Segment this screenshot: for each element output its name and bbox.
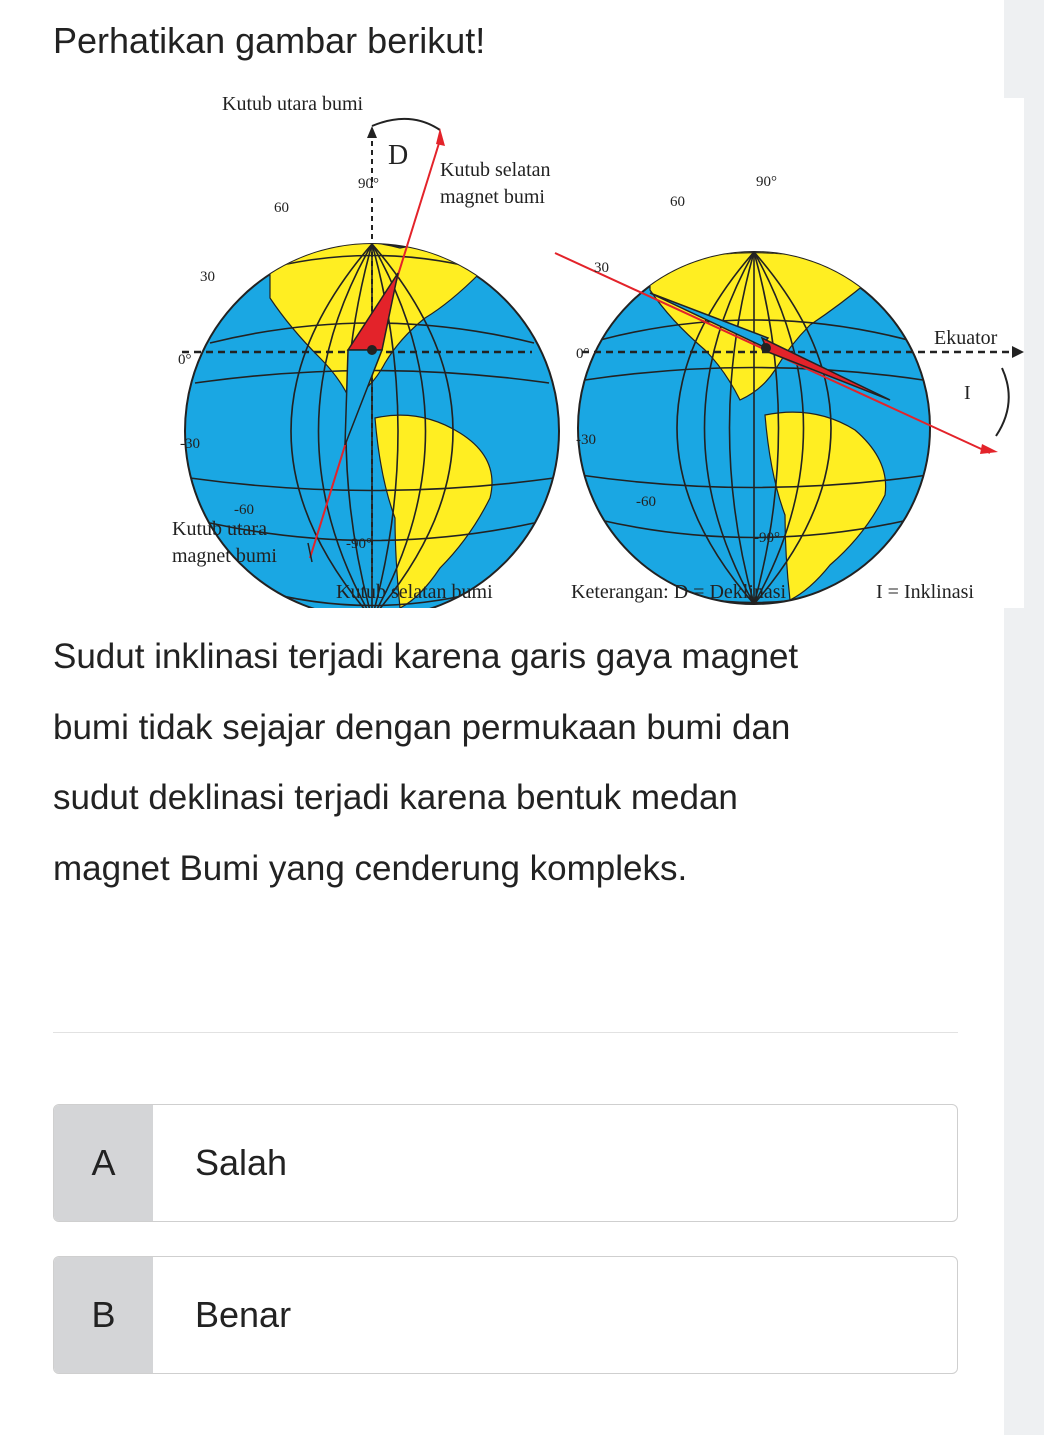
right-lat-60: 60 xyxy=(670,194,685,210)
question-line: sudut deklinasi terjadi karena bentuk medan xyxy=(53,778,738,817)
right-lat-neg30: -30 xyxy=(576,432,596,448)
label-south-magnetic-2: magnet bumi xyxy=(440,186,545,208)
label-d: D xyxy=(388,140,409,171)
option-text-a: Salah xyxy=(195,1142,288,1183)
question-line: bumi tidak sejajar dengan permukaan bumi dan xyxy=(53,707,791,747)
legend-i: I = Inklinasi xyxy=(876,581,974,603)
divider xyxy=(53,1032,958,1033)
option-text-b: Benar xyxy=(195,1294,292,1335)
globe-diagram xyxy=(150,88,1024,608)
right-lat-neg90: -90° xyxy=(754,530,780,546)
label-south-magnetic-1: Kutub selatan xyxy=(440,159,551,181)
label-equator: Ekuator xyxy=(934,327,998,349)
label-south-geographic: Kutub selatan bumi xyxy=(336,581,493,603)
label-north-magnetic-1: Kutub utara xyxy=(172,518,267,540)
question-line: Sudut inklinasi terjadi karena garis gaya magnet xyxy=(53,637,799,676)
label-i: I xyxy=(964,382,971,404)
left-lat-neg90: -90° xyxy=(346,536,372,552)
left-lat-0: 0° xyxy=(178,352,192,368)
question-line: magnet Bumi yang cenderung kompleks. xyxy=(53,848,688,888)
right-lat-30: 30 xyxy=(594,260,609,276)
option-letter-a: A xyxy=(54,1105,153,1221)
left-lat-30: 30 xyxy=(200,269,215,285)
label-north-magnetic-2: magnet bumi xyxy=(172,545,277,567)
option-b[interactable] xyxy=(53,1256,958,1374)
right-lat-90: 90° xyxy=(756,174,777,190)
option-letter-b: B xyxy=(54,1257,153,1373)
prompt-text: Perhatikan gambar berikut! xyxy=(53,20,486,61)
right-lat-0: 0° xyxy=(576,346,590,362)
label-north-geographic: Kutub utara bumi xyxy=(222,93,364,115)
left-lat-neg60: -60 xyxy=(234,502,254,518)
option-a[interactable] xyxy=(53,1104,958,1222)
left-lat-neg30: -30 xyxy=(180,436,200,452)
magnetic-globe-figure xyxy=(150,88,1024,608)
right-lat-neg60: -60 xyxy=(636,494,656,510)
left-lat-60: 60 xyxy=(274,200,289,216)
question-text xyxy=(53,622,953,904)
legend-d: Keterangan: D = Deklinasi xyxy=(571,581,787,603)
left-lat-90: 90° xyxy=(358,176,379,192)
